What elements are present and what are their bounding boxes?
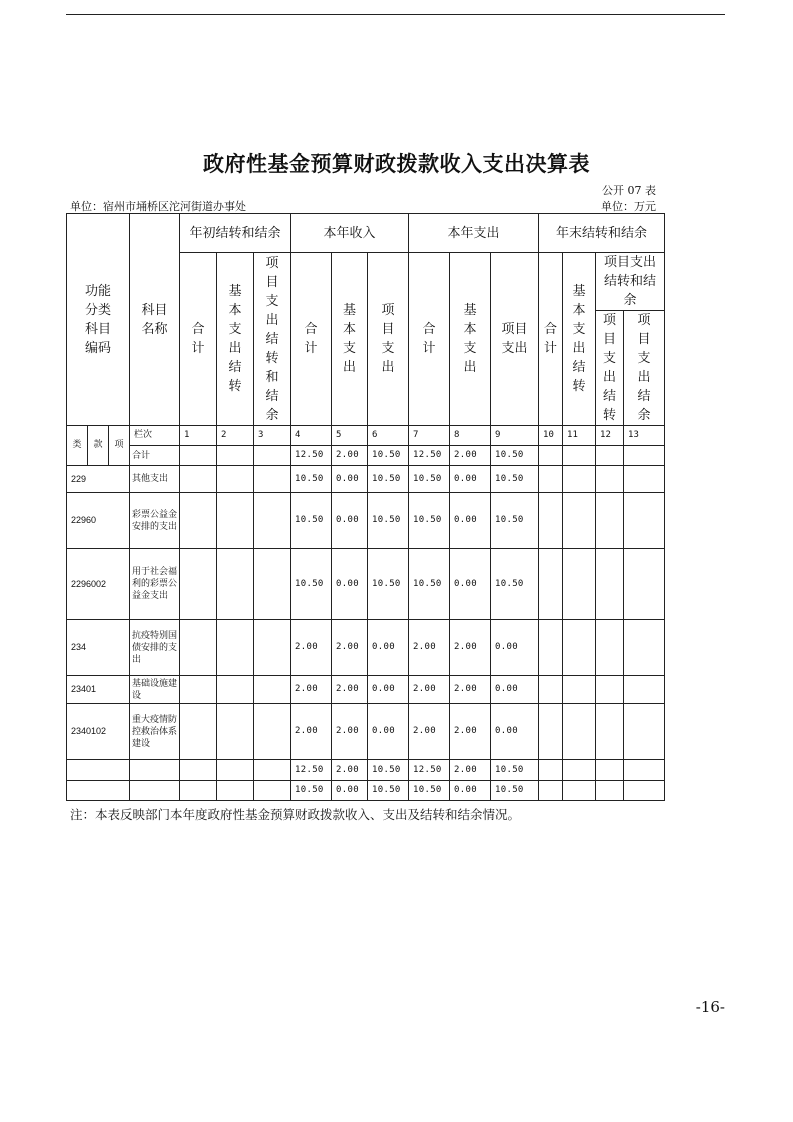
cell [539, 493, 563, 549]
header-begin-basic: 基本支出结转 [217, 253, 254, 426]
row-name: 其他支出 [130, 466, 180, 493]
cell: 2.00 [409, 676, 450, 704]
cell [539, 781, 563, 801]
col-index: 8 [450, 426, 491, 446]
row-code: 2296002 [67, 549, 130, 620]
cell: 10.50 [409, 493, 450, 549]
cell: 10.50 [491, 549, 539, 620]
row-code: 229 [67, 466, 130, 493]
cell [180, 676, 217, 704]
cell [254, 676, 291, 704]
col-index: 7 [409, 426, 450, 446]
reporting-unit: 单位：宿州市埇桥区沱河街道办事处 [70, 200, 246, 213]
cell: 0.00 [450, 466, 491, 493]
table-row [67, 676, 665, 704]
cell: 0.00 [450, 493, 491, 549]
page-title: 政府性基金预算财政拨款收入支出决算表 [203, 151, 590, 176]
table-note: 注：本表反映部门本年度政府性基金预算财政拨款收入、支出及结转和结余情况。 [70, 807, 521, 822]
row-code [67, 781, 130, 801]
table-row [67, 466, 665, 493]
cell [180, 549, 217, 620]
cell [596, 549, 624, 620]
cell: 2.00 [332, 446, 368, 466]
cell: 2.00 [450, 620, 491, 676]
row-code [67, 760, 130, 781]
cell: 2.00 [450, 760, 491, 781]
cell [180, 493, 217, 549]
header-expense: 本年支出 [409, 214, 539, 253]
col-index: 13 [624, 426, 665, 446]
cell: 0.00 [332, 493, 368, 549]
cell: 0.00 [491, 676, 539, 704]
cell [624, 620, 665, 676]
cell: 2.00 [291, 676, 332, 704]
cell: 10.50 [291, 781, 332, 801]
cell: 12.50 [409, 760, 450, 781]
cell [563, 676, 596, 704]
header-income-project: 项目支出 [368, 253, 409, 426]
header-income-basic: 基本支出 [332, 253, 368, 426]
header-xiang: 项 [109, 426, 130, 466]
table-row [67, 704, 665, 760]
cell [596, 466, 624, 493]
cell: 0.00 [368, 676, 409, 704]
header-income: 本年收入 [291, 214, 409, 253]
header-income-total: 合计 [291, 253, 332, 426]
cell: 2.00 [332, 704, 368, 760]
cell [624, 760, 665, 781]
cell: 12.50 [291, 760, 332, 781]
col-index: 12 [596, 426, 624, 446]
row-name: 基础设施建设 [130, 676, 180, 704]
col-index: 11 [563, 426, 596, 446]
cell [180, 466, 217, 493]
row-code: 22960 [67, 493, 130, 549]
cell [217, 493, 254, 549]
col-index: 1 [180, 426, 217, 446]
table-row [67, 493, 665, 549]
cell: 0.00 [450, 781, 491, 801]
cell [217, 466, 254, 493]
table-row [67, 760, 665, 781]
row-name [130, 781, 180, 801]
currency-unit: 单位：万元 [601, 200, 656, 213]
header-begin-balance: 年初结转和结余 [180, 214, 291, 253]
cell [596, 676, 624, 704]
col-index: 9 [491, 426, 539, 446]
col-index: 10 [539, 426, 563, 446]
budget-table [66, 213, 665, 801]
cell [254, 704, 291, 760]
cell: 0.00 [450, 549, 491, 620]
cell [539, 704, 563, 760]
row-code: 2340102 [67, 704, 130, 760]
cell [563, 549, 596, 620]
cell: 2.00 [450, 676, 491, 704]
cell [539, 549, 563, 620]
col-index: 6 [368, 426, 409, 446]
cell [563, 620, 596, 676]
cell: 10.50 [409, 549, 450, 620]
top-rule [66, 14, 725, 15]
cell: 2.00 [332, 760, 368, 781]
cell [563, 446, 596, 466]
cell: 0.00 [491, 620, 539, 676]
table-row [67, 620, 665, 676]
header-begin-total: 合计 [180, 253, 217, 426]
cell: 2.00 [450, 446, 491, 466]
header-end-project: 项目支出结转和结余 [596, 253, 665, 311]
page-number: -16- [695, 998, 725, 1016]
cell: 12.50 [409, 446, 450, 466]
cell: 0.00 [332, 466, 368, 493]
cell [180, 620, 217, 676]
cell [624, 676, 665, 704]
cell: 10.50 [491, 781, 539, 801]
header-lan-ci: 栏次 [130, 426, 180, 446]
cell: 10.50 [491, 466, 539, 493]
cell: 2.00 [332, 676, 368, 704]
header-lei: 类 [67, 426, 88, 466]
cell: 2.00 [450, 704, 491, 760]
cell [217, 676, 254, 704]
header-end-project-carry: 项目支出结转 [596, 311, 624, 426]
header-begin-project: 项目支出结转和结余 [254, 253, 291, 426]
cell: 12.50 [291, 446, 332, 466]
cell [217, 446, 254, 466]
cell [624, 466, 665, 493]
cell [563, 466, 596, 493]
cell [539, 466, 563, 493]
cell: 2.00 [291, 620, 332, 676]
cell [254, 466, 291, 493]
cell: 0.00 [491, 704, 539, 760]
cell: 10.50 [368, 781, 409, 801]
cell: 0.00 [368, 704, 409, 760]
cell [596, 493, 624, 549]
row-name: 抗疫特别国债安排的支出 [130, 620, 180, 676]
row-name: 重大疫情防控救治体系建设 [130, 704, 180, 760]
cell [180, 760, 217, 781]
cell [596, 446, 624, 466]
cell [563, 493, 596, 549]
cell: 10.50 [368, 446, 409, 466]
cell [624, 704, 665, 760]
row-code: 234 [67, 620, 130, 676]
cell [217, 620, 254, 676]
cell: 10.50 [291, 466, 332, 493]
table-row [67, 549, 665, 620]
cell: 10.50 [491, 760, 539, 781]
header-end-project-surplus: 项目支出结余 [624, 311, 665, 426]
header-expense-basic: 基本支出 [450, 253, 491, 426]
cell: 10.50 [409, 466, 450, 493]
cell: 2.00 [409, 704, 450, 760]
cell [254, 620, 291, 676]
cell: 0.00 [368, 620, 409, 676]
cell: 2.00 [409, 620, 450, 676]
cell [539, 676, 563, 704]
cell [539, 446, 563, 466]
cell [624, 781, 665, 801]
cell: 10.50 [368, 760, 409, 781]
cell [217, 781, 254, 801]
cell: 10.50 [368, 493, 409, 549]
header-kuan: 款 [88, 426, 109, 466]
cell: 10.50 [368, 549, 409, 620]
cell: 2.00 [332, 620, 368, 676]
header-end-balance: 年末结转和结余 [539, 214, 665, 253]
header-end-total: 合计 [539, 253, 563, 426]
cell [624, 493, 665, 549]
header-subject-name: 科目名称 [130, 214, 180, 426]
col-index: 5 [332, 426, 368, 446]
cell [217, 760, 254, 781]
header-end-basic: 基本支出结转 [563, 253, 596, 426]
cell [180, 781, 217, 801]
cell [563, 781, 596, 801]
cell [254, 493, 291, 549]
cell [180, 704, 217, 760]
cell [539, 620, 563, 676]
header-expense-total: 合计 [409, 253, 450, 426]
cell: 2.00 [291, 704, 332, 760]
cell [596, 620, 624, 676]
cell [539, 760, 563, 781]
cell: 10.50 [291, 549, 332, 620]
cell: 0.00 [332, 781, 368, 801]
table-row [67, 781, 665, 801]
cell: 10.50 [491, 493, 539, 549]
cell [624, 549, 665, 620]
cell [254, 781, 291, 801]
row-name: 用于社会福利的彩票公益金支出 [130, 549, 180, 620]
cell [596, 704, 624, 760]
cell [180, 446, 217, 466]
row-code: 23401 [67, 676, 130, 704]
cell [596, 760, 624, 781]
cell [217, 549, 254, 620]
cell [596, 781, 624, 801]
cell [254, 760, 291, 781]
cell: 0.00 [332, 549, 368, 620]
table-row-total [67, 446, 665, 466]
cell [254, 446, 291, 466]
row-name [130, 760, 180, 781]
row-name: 彩票公益金安排的支出 [130, 493, 180, 549]
cell [217, 704, 254, 760]
column-index-row [67, 426, 665, 446]
col-index: 2 [217, 426, 254, 446]
cell: 10.50 [491, 446, 539, 466]
cell: 10.50 [409, 781, 450, 801]
cell: 10.50 [368, 466, 409, 493]
form-number: 公开 07 表 [602, 184, 656, 197]
cell [563, 704, 596, 760]
cell: 10.50 [291, 493, 332, 549]
header-func-code: 功能分类科目编码 [67, 214, 130, 426]
cell [254, 549, 291, 620]
row-name: 合计 [130, 446, 180, 466]
cell [563, 760, 596, 781]
header-expense-project: 项目支出 [491, 253, 539, 426]
cell [624, 446, 665, 466]
col-index: 4 [291, 426, 332, 446]
col-index: 3 [254, 426, 291, 446]
